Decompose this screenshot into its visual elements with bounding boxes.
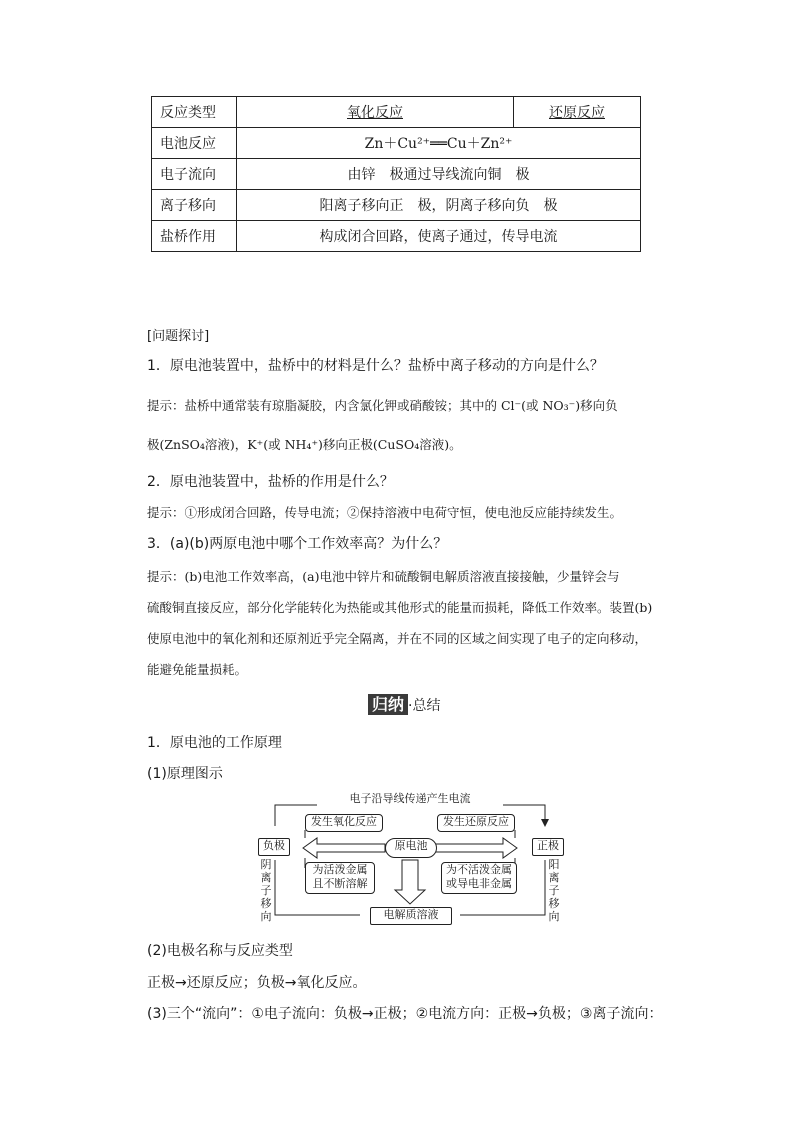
diagram-top-label: 电子沿导线传递产生电流 <box>317 790 503 806</box>
summary-dot: · <box>408 698 413 714</box>
vertical-char: 离 <box>260 871 272 884</box>
reaction-table <box>151 96 641 252</box>
table-row <box>152 97 641 128</box>
vertical-char: 子 <box>260 884 272 897</box>
question-2: 2．原电池装置中，盐桥的作用是什么？ <box>147 474 394 490</box>
active-metal-line-1: 为活泼金属 <box>312 863 368 876</box>
row-label: 离子移向 <box>152 190 237 221</box>
inactive-metal-line-1: 为不活泼金属 <box>446 863 512 876</box>
vertical-char: 移 <box>260 897 272 910</box>
answer-3-line-4: 能避免能量损耗。 <box>147 662 248 677</box>
inactive-metal-line-2: 或导电非金属 <box>446 877 512 890</box>
table-cell: 阳离子移向正 极，阴离子移向负 极 <box>237 190 641 221</box>
row-label: 反应类型 <box>152 97 237 128</box>
item-2-text: 正极→还原反应；负极→氧化反应。 <box>147 975 367 991</box>
oxidation-cell-text: 氧化反应 <box>347 105 403 121</box>
table-cell: Zn＋Cu²⁺══Cu＋Zn²⁺ <box>237 128 641 159</box>
table-row <box>152 221 641 252</box>
reduction-box: 发生还原反应 <box>437 814 515 832</box>
answer-2: 提示：①形成闭合回路，传导电流；②保持溶液中电荷守恒，使电池反应能持续发生。 <box>147 505 623 520</box>
answer-1-line-2: 极(ZnSO₄溶液)，K⁺(或 NH₄⁺)移向正极(CuSO₄溶液)。 <box>147 437 462 452</box>
answer-1-line-1: 提示：盐桥中通常装有琼脂凝胶，内含氯化钾或硝酸铵；其中的 Cl⁻(或 NO₃⁻)移向负 <box>147 398 618 413</box>
table-cell <box>237 97 514 128</box>
negative-electrode: 负极 <box>258 838 290 856</box>
table-cell: 由锌 极通过导线流向铜 极 <box>237 159 641 190</box>
table-cell: 构成闭合回路，使离子通过，传导电流 <box>237 221 641 252</box>
vertical-char: 向 <box>548 910 560 923</box>
table-row <box>152 190 641 221</box>
active-metal-box <box>305 862 375 894</box>
vertical-char: 阴 <box>260 858 272 871</box>
section-title: [问题探讨] <box>147 329 210 344</box>
table-cell <box>514 97 641 128</box>
answer-3-line-3: 使原电池中的氧化剂和还原剂近乎完全隔离，并在不同的区域之间实现了电子的定向移动， <box>147 631 648 646</box>
item-1-sub: (1)原理图示 <box>147 766 223 782</box>
row-label: 电子流向 <box>152 159 237 190</box>
table-row <box>152 159 641 190</box>
inactive-metal-box <box>441 862 517 894</box>
cation-migration-label <box>548 858 560 923</box>
answer-3-line-1: 提示：(b)电池工作效率高，(a)电池中锌片和硫酸铜电解质溶液直接接触，少量锌会与 <box>147 569 620 584</box>
table-row <box>152 128 641 159</box>
row-label: 电池反应 <box>152 128 237 159</box>
summary-text: 总结 <box>412 698 441 714</box>
reduction-cell-text: 还原反应 <box>549 105 605 121</box>
vertical-char: 阳 <box>548 858 560 871</box>
vertical-char: 子 <box>548 884 560 897</box>
row-label: 盐桥作用 <box>152 221 237 252</box>
vertical-char: 向 <box>260 910 272 923</box>
anion-migration-label <box>260 858 272 923</box>
positive-electrode: 正极 <box>532 838 564 856</box>
question-3: 3．(a)(b)两原电池中哪个工作效率高？为什么？ <box>147 536 448 552</box>
summary-heading <box>368 692 440 715</box>
vertical-char: 离 <box>548 871 560 884</box>
vertical-char: 移 <box>548 897 560 910</box>
galvanic-cell: 原电池 <box>385 838 437 858</box>
item-2: (2)电极名称与反应类型 <box>147 943 293 959</box>
principle-diagram <box>255 790 565 928</box>
summary-badge: 归纳 <box>368 694 408 715</box>
electrolyte-box: 电解质溶液 <box>370 907 452 925</box>
item-1: 1．原电池的工作原理 <box>147 735 282 751</box>
question-1: 1．原电池装置中，盐桥中的材料是什么？盐桥中离子移动的方向是什么？ <box>147 358 604 374</box>
oxidation-box: 发生氧化反应 <box>305 814 383 832</box>
answer-3-line-2: 硫酸铜直接反应，部分化学能转化为热能或其他形式的能量而损耗，降低工作效率。装置(b) <box>147 600 653 615</box>
item-3: (3)三个“流向”：①电子流向：负极→正极；②电流方向：正极→负极；③离子流向： <box>147 1006 663 1022</box>
active-metal-line-2: 且不断溶解 <box>312 877 368 890</box>
